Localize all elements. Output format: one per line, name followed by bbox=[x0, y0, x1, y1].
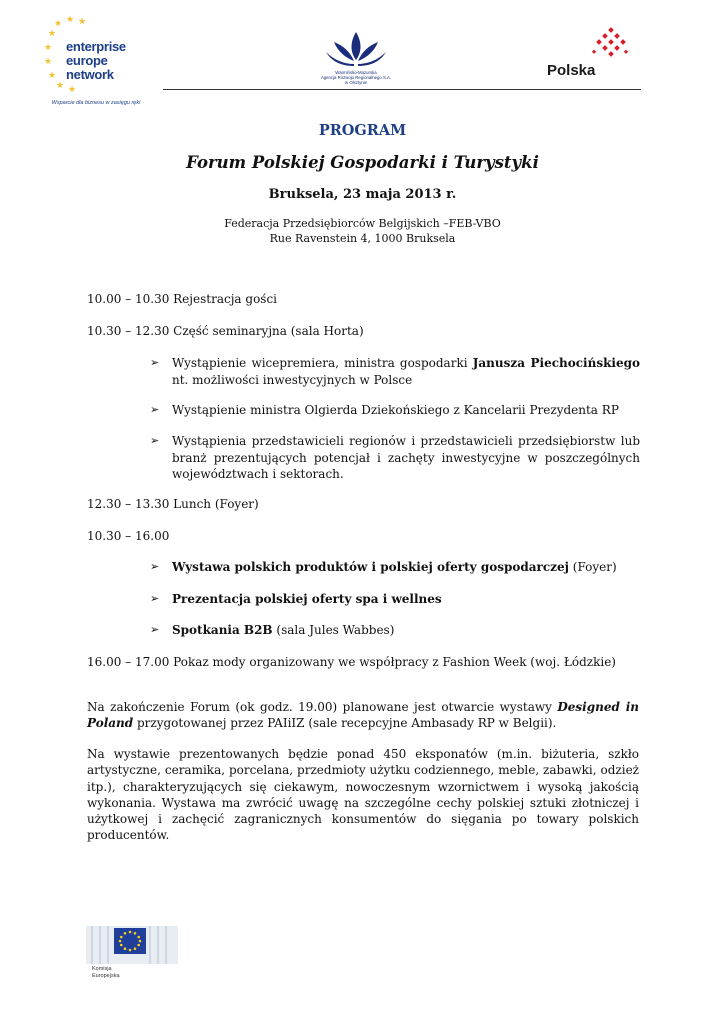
een-word-enterprise: enterprise bbox=[66, 39, 126, 54]
bullet-text bbox=[172, 622, 640, 639]
star-icon: ★ bbox=[56, 81, 65, 91]
star-icon: ★ bbox=[66, 15, 75, 25]
star-icon: ★ bbox=[68, 85, 77, 95]
star-icon: ★ bbox=[78, 17, 87, 27]
een-tagline: Wsparcie dla biznesu w zasięgu ręki bbox=[51, 100, 141, 106]
bullet-arrow-icon: ➢ bbox=[150, 623, 160, 636]
closing-paragraph bbox=[87, 699, 639, 732]
commission-building-icon bbox=[86, 918, 178, 964]
bullet-text bbox=[172, 559, 640, 576]
bullet-bold-text: Spotkania B2B bbox=[172, 623, 273, 637]
event-date: Bruksela, 23 maja 2013 r. bbox=[268, 187, 457, 202]
agency-line: w Olsztynie bbox=[345, 80, 367, 85]
venue-line: Rue Ravenstein 4, 1000 Bruksela bbox=[269, 232, 456, 245]
star-icon: ★ bbox=[44, 43, 53, 53]
agenda-item: 10.30 – 12.30 Część seminaryjna (sala Horta) bbox=[87, 324, 364, 338]
paragraph-text: przygotowanej przez PAIiIZ (sale recepcyjne Ambasady RP w Belgii). bbox=[133, 716, 557, 731]
speaker-name: Janusza Piechocińskiego bbox=[472, 356, 640, 370]
bullet-arrow-icon: ➢ bbox=[150, 592, 160, 605]
agenda-bullet bbox=[150, 591, 640, 608]
polska-word: Polska bbox=[547, 62, 596, 79]
bullet-arrow-icon: ➢ bbox=[150, 560, 160, 573]
agenda-item: 16.00 – 17.00 Pokaz mody organizowany we współpracy z Fashion Week (woj. Łódzkie) bbox=[87, 655, 616, 669]
agenda-item: 12.30 – 13.30 Lunch (Foyer) bbox=[87, 497, 259, 511]
bullet-text-part: (Foyer) bbox=[568, 560, 617, 574]
agenda-item: 10.30 – 16.00 bbox=[87, 529, 170, 543]
header-divider bbox=[163, 89, 641, 90]
bullet-text: Wystąpienia przedstawicieli regionów i przedstawicieli przedsiębiorstw lub branż prezentujących potencjał i zachęty inwestycyjne w poszczególnych województwach i sektorach. bbox=[172, 434, 640, 481]
star-icon: ★ bbox=[48, 71, 57, 81]
event-title: Forum Polskiej Gospodarki i Turystyki bbox=[186, 153, 539, 172]
star-icon: ★ bbox=[48, 29, 57, 39]
agenda-item: 10.00 – 10.30 Rejestracja gości bbox=[87, 292, 278, 306]
star-icon: ★ bbox=[54, 19, 63, 29]
bullet-text bbox=[172, 355, 640, 388]
agenda-bullet bbox=[150, 433, 640, 483]
bullet-text-part: Wystąpienie wicepremiera, ministra gospodarki bbox=[172, 356, 473, 370]
lotus-icon bbox=[314, 28, 398, 70]
bullet-bold-text: Prezentacja polskiej oferty spa i wellnes bbox=[172, 592, 442, 606]
eu-label-line: Europejska bbox=[92, 973, 120, 979]
eu-label bbox=[92, 966, 120, 980]
bullet-text-part: (sala Jules Wabbes) bbox=[272, 623, 395, 637]
agency-line: Agencja Rozwoju Regionalnego S.A. bbox=[320, 75, 392, 80]
bullet-text: Wystąpienie ministra Olgierda Dziekońskiego z Kancelarii Prezydenta RP bbox=[172, 403, 619, 417]
exhibition-name: Designed in Poland bbox=[87, 700, 639, 731]
event-venue bbox=[0, 216, 725, 246]
bullet-text-part: nt. możliwości inwestycyjnych w Polsce bbox=[172, 372, 413, 387]
agency-line: Warmińsko-Mazurska bbox=[335, 70, 377, 75]
agency-name bbox=[314, 70, 398, 85]
paragraph-text: Na zakończenie Forum (ok godz. 19.00) planowane jest otwarcie wystawy bbox=[87, 700, 558, 714]
polska-pattern-icon bbox=[591, 26, 633, 66]
agenda-bullet bbox=[150, 559, 640, 576]
bullet-arrow-icon: ➢ bbox=[150, 356, 160, 369]
eu-label-line: Komisja bbox=[92, 966, 112, 972]
bullet-bold-text: Wystawa polskich produktów i polskiej oferty gospodarczej bbox=[172, 560, 569, 574]
venue-line: Federacja Przedsiębiorców Belgijskich –FEB-VBO bbox=[224, 217, 501, 230]
exhibition-paragraph: Na wystawie prezentowanych będzie ponad 450 eksponatów (m.in. biżuteria, szkło artystyczne, ceramika, porcelana, przedmioty użytku codziennego, meble, zabawki, odzież itp.), charakteryzujących się ciekawym, nowoczesnym wzornictwem i wysoką jakością wykonania. Wystawa ma zwrócić uwagę na szczególne cechy polskiej sztuki złotniczej i użytkowej i zachęcić zagranicznych konsumentów do sięgania po towary polskich producentów. bbox=[87, 747, 639, 843]
bullet-arrow-icon: ➢ bbox=[150, 434, 160, 447]
een-word-europe: europe bbox=[66, 53, 108, 68]
european-commission-logo bbox=[86, 918, 178, 980]
agenda-bullet bbox=[150, 402, 640, 419]
program-heading: PROGRAM bbox=[318, 122, 407, 139]
bullet-text bbox=[172, 591, 640, 608]
enterprise-europe-network-logo bbox=[42, 16, 150, 108]
regional-agency-logo bbox=[314, 28, 398, 98]
agenda-bullet bbox=[150, 622, 640, 639]
een-word-network: network bbox=[66, 67, 114, 82]
agenda-bullet bbox=[150, 355, 640, 388]
bullet-arrow-icon: ➢ bbox=[150, 403, 160, 416]
polska-logo bbox=[545, 26, 635, 84]
star-icon: ★ bbox=[44, 57, 53, 67]
